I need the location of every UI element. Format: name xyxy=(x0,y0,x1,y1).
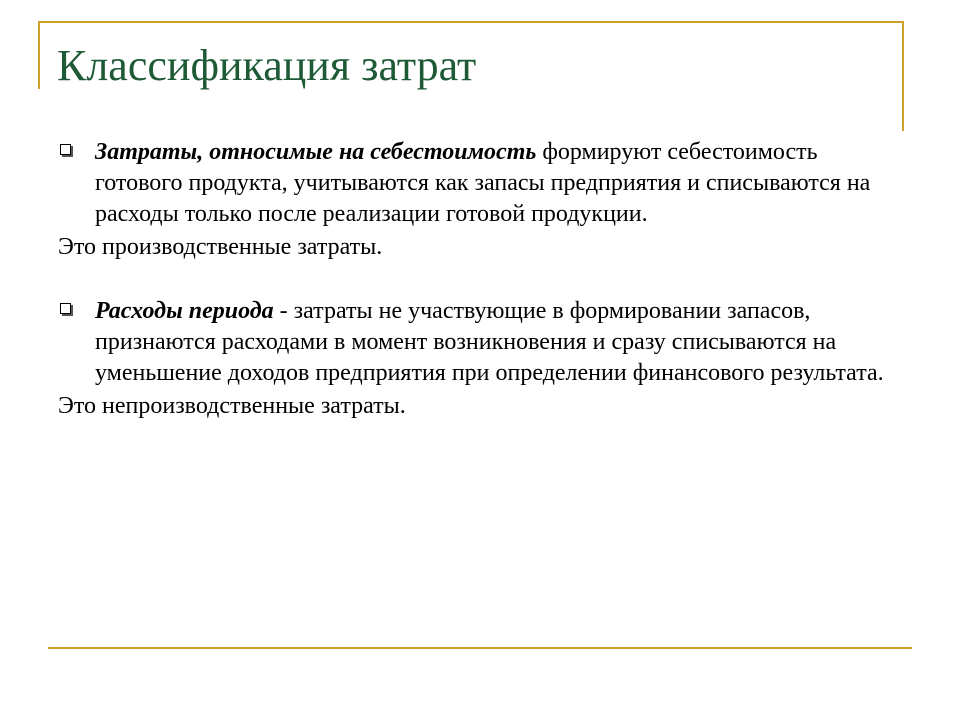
square-bullet-icon xyxy=(60,144,71,155)
slide-content xyxy=(58,137,888,422)
bullet-term: Расходы периода xyxy=(95,298,274,324)
frame-left-line xyxy=(38,21,40,89)
frame-top-line xyxy=(38,21,904,23)
bullet-item-period-expenses xyxy=(58,296,888,389)
square-bullet-icon xyxy=(60,303,71,314)
frame-right-line xyxy=(902,21,904,131)
spacer xyxy=(58,263,888,296)
bullet-note: Это непроизводственные затраты. xyxy=(58,393,406,419)
frame-bottom-line xyxy=(48,647,912,649)
bullet-text: формируют себестоимость готового продукта, учитываются как запасы предприятия и списываются на расходы только после реализации готовой продукции. xyxy=(95,139,871,227)
bullet-term: Затраты, относимые на себестоимость xyxy=(95,139,537,165)
bullet-item-costs-of-goods xyxy=(58,137,888,230)
bullet-note: Это производственные затраты. xyxy=(58,234,383,260)
slide-title: Классификация затрат xyxy=(57,41,477,90)
bullet-text: - затраты не участвующие в формировании запасов, признаются расходами в момент возникновения и сразу списываются на уменьшение доходов предприятия при определении финансового результата. xyxy=(95,298,884,386)
